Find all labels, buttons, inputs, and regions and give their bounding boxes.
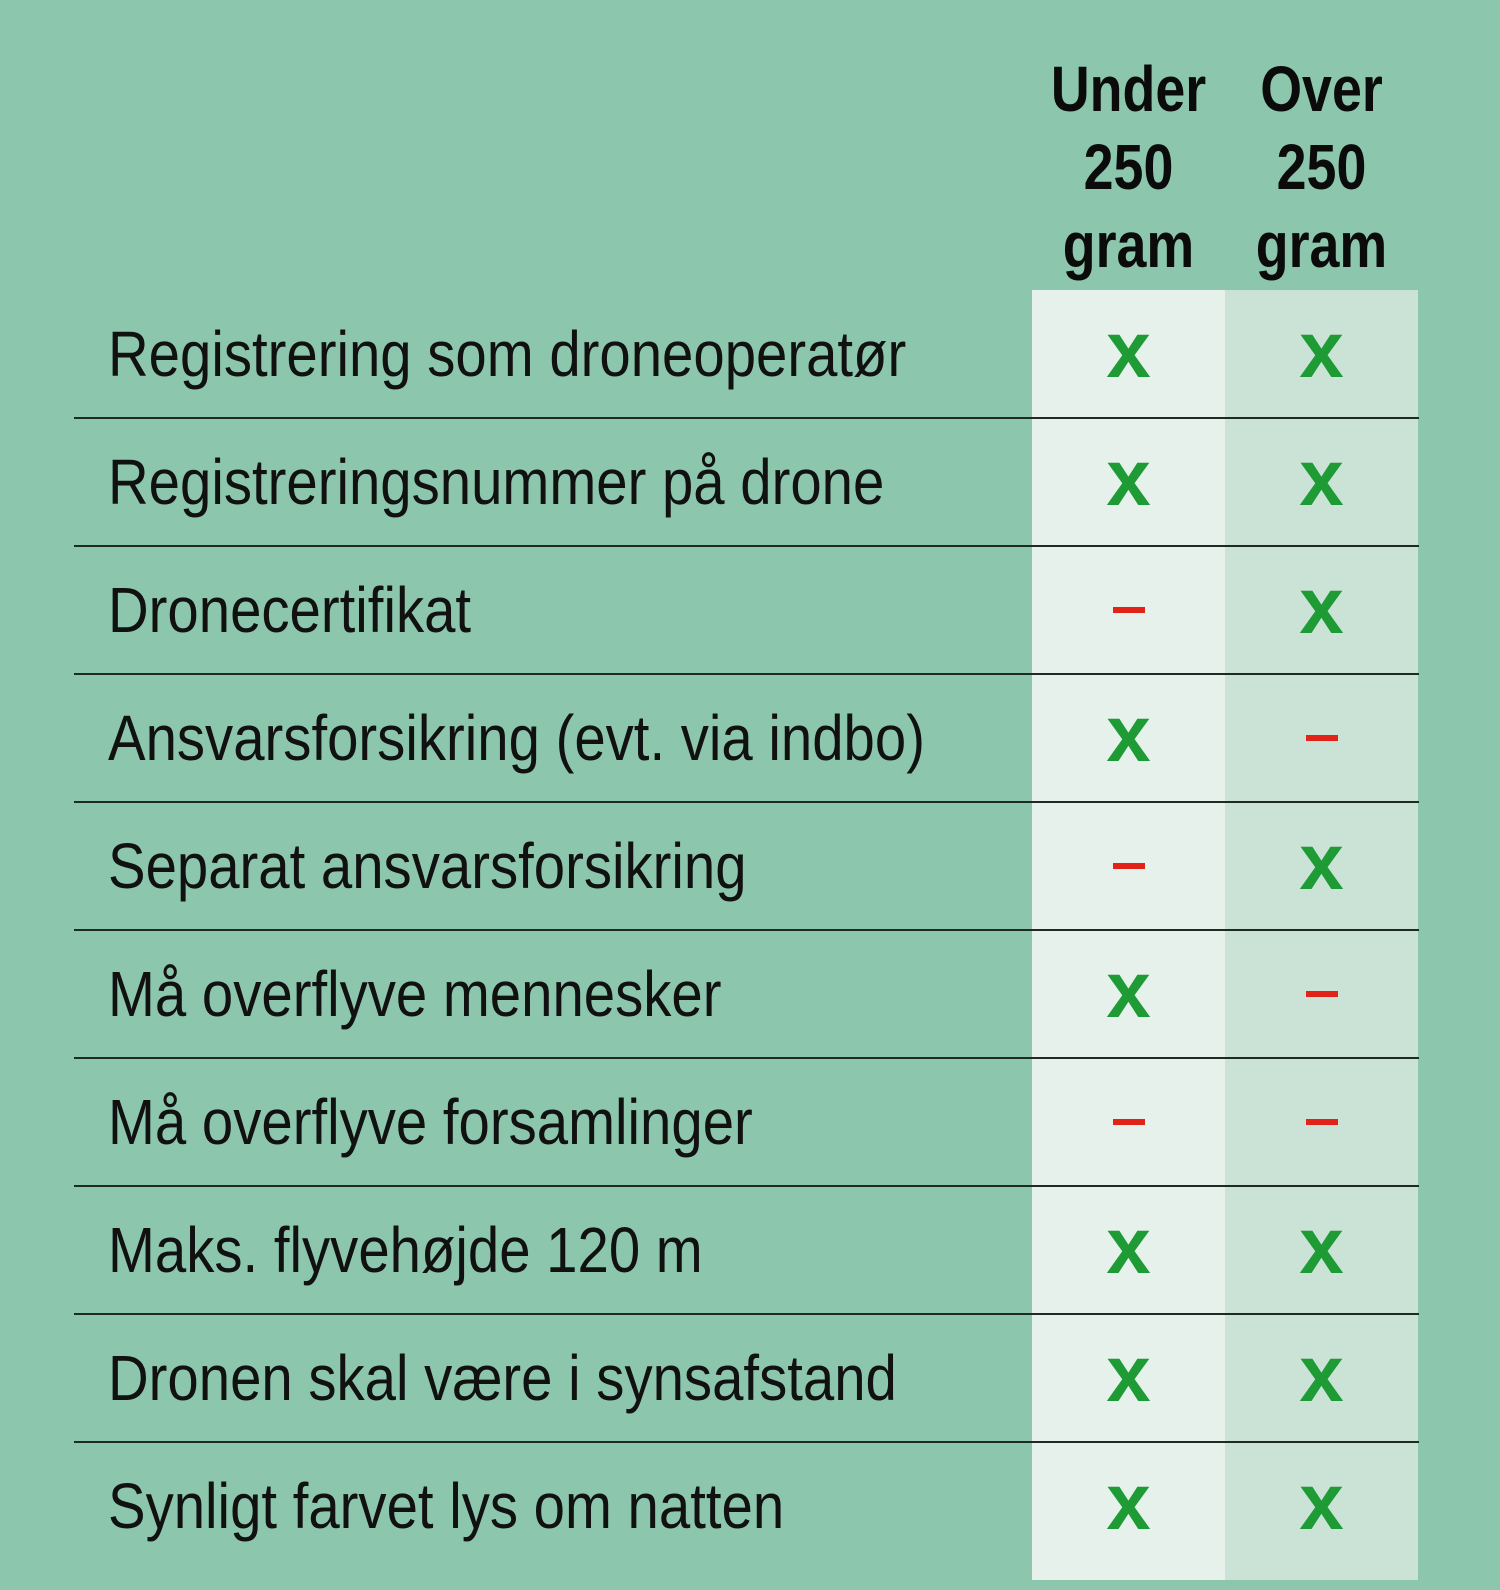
cell-over: [1225, 546, 1418, 674]
table-row: [0, 1314, 1500, 1442]
row-label-text: Må overflyve mennesker: [108, 958, 722, 1030]
check-x-icon: x: [1299, 817, 1344, 906]
table-row: [0, 1442, 1500, 1570]
check-x-icon: x: [1106, 305, 1151, 394]
cell-over: [1225, 674, 1418, 802]
column-header-over: [1225, 50, 1418, 284]
row-label-text: Må overflyve forsamlinger: [108, 1086, 753, 1158]
cell-under: [1032, 1058, 1225, 1186]
dash-icon: [1306, 991, 1338, 997]
dash-icon: [1113, 863, 1145, 869]
check-x-icon: x: [1106, 689, 1151, 778]
cell-over: [1225, 1442, 1418, 1570]
cell-over: [1225, 1314, 1418, 1442]
row-label: [108, 828, 1032, 904]
table-row: [0, 1058, 1500, 1186]
cell-under: [1032, 418, 1225, 546]
check-x-icon: x: [1299, 1457, 1344, 1546]
column-header-over-line-2: 250: [1276, 131, 1367, 203]
row-label-text: Registreringsnummer på drone: [108, 446, 885, 518]
row-label-text: Registrering som droneoperatør: [108, 318, 907, 390]
cell-under: [1032, 1186, 1225, 1314]
cell-over: [1225, 418, 1418, 546]
cell-over: [1225, 1186, 1418, 1314]
table-row: [0, 802, 1500, 930]
cell-under: [1032, 290, 1225, 418]
check-x-icon: x: [1299, 1201, 1344, 1290]
check-x-icon: x: [1106, 1329, 1151, 1418]
cell-under: [1032, 674, 1225, 802]
dash-icon: [1306, 735, 1338, 741]
cell-over: [1225, 1058, 1418, 1186]
row-label-text: Maks. flyvehøjde 120 m: [108, 1214, 703, 1286]
check-x-icon: x: [1299, 433, 1344, 522]
cell-under: [1032, 1314, 1225, 1442]
check-x-icon: x: [1106, 1457, 1151, 1546]
row-label-text: Synligt farvet lys om natten: [108, 1470, 785, 1542]
table-row: [0, 1186, 1500, 1314]
column-header-under-line-2: 250: [1083, 131, 1174, 203]
dash-icon: [1113, 1119, 1145, 1125]
check-x-icon: x: [1299, 1329, 1344, 1418]
cell-under: [1032, 802, 1225, 930]
column-header-over-line-3: gram: [1255, 209, 1388, 281]
cell-under: [1032, 1442, 1225, 1570]
row-label-text: Separat ansvarsforsikring: [108, 830, 747, 902]
row-label-text: Ansvarsforsikring (evt. via indbo): [108, 702, 925, 774]
check-x-icon: x: [1106, 945, 1151, 1034]
cell-over: [1225, 802, 1418, 930]
row-label: [108, 1212, 1032, 1288]
dash-icon: [1113, 607, 1145, 613]
table-row: [0, 546, 1500, 674]
row-label: [108, 316, 1032, 392]
cell-over: [1225, 290, 1418, 418]
row-label: [108, 444, 1032, 520]
cell-under: [1032, 546, 1225, 674]
row-label-text: Dronen skal være i synsafstand: [108, 1342, 897, 1414]
check-x-icon: x: [1299, 561, 1344, 650]
table-row: [0, 930, 1500, 1058]
check-x-icon: x: [1106, 433, 1151, 522]
row-label: [108, 1340, 1032, 1416]
row-label: [108, 1468, 1032, 1544]
row-label: [108, 956, 1032, 1032]
table-row: [0, 418, 1500, 546]
row-label-text: Dronecertifikat: [108, 574, 472, 646]
check-x-icon: x: [1299, 305, 1344, 394]
column-header-under-line-1: Under: [1050, 53, 1207, 125]
column-header-under-line-3: gram: [1062, 209, 1195, 281]
cell-under: [1032, 930, 1225, 1058]
dash-icon: [1306, 1119, 1338, 1125]
check-x-icon: x: [1106, 1201, 1151, 1290]
row-label: [108, 572, 1032, 648]
column-header-over-line-1: Over: [1260, 53, 1383, 125]
cell-over: [1225, 930, 1418, 1058]
table-row: [0, 290, 1500, 418]
column-header-under: [1032, 50, 1225, 284]
table-row: [0, 674, 1500, 802]
row-label: [108, 1084, 1032, 1160]
row-label: [108, 700, 1032, 776]
